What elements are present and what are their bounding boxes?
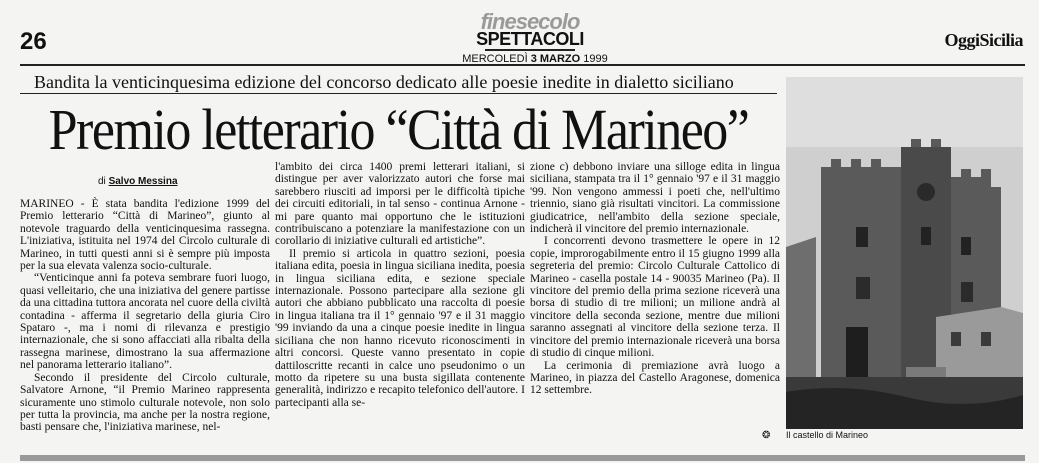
castle-illustration — [786, 77, 1023, 429]
section-title: SPETTACOLI — [476, 29, 584, 49]
date-day-month: 3 MARZO — [530, 53, 581, 65]
castle-photo — [786, 77, 1023, 429]
article-kicker: Bandita la venticinquesima edizione del concorso dedicato alle poesie inedite in dialetto siciliano — [34, 72, 734, 92]
paragraph: MARINEO - È stata bandita l'edizione 1999 del Premio letterario “Città di Marineo”, giunto al notevole traguardo della venticinquesima rassegna. L'iniziativa, istituita nel 1974 del Circolo culturale di Marineo, in tutti questi anni si è sempre più imposta per la sua elevata valenza socio-culturale. — [20, 198, 270, 273]
article-column-2 — [275, 161, 525, 409]
paragraph: l'ambito dei circa 1400 premi letterari italiani, si distingue per aver valorizzato autori che forse mai sarebbero riusciti ad imporsi per le difficoltà tipiche dei circuiti editoriali, in tal senso - continua Arnone - mi pare quanto mai opportuno che le istituzioni contribuiscano a potenziare la manifestazione con un corollario di iniziative culturali ed artistiche”. — [275, 161, 525, 248]
article-headline: Premio letterario “Città di Marineo” — [48, 98, 749, 163]
section-rule — [485, 49, 575, 51]
photo-caption: Il castello di Marineo — [786, 430, 869, 440]
paragraph: Secondo il presidente del Circolo culturale, Salvatore Arnone, “il Premio Marineo rappresenta sicuramente uno stimolo culturale notevole, non solo per tutta la provincia, ma anche per la nostra regione, basti pensare che, l'iniziativa marinese, nel- — [20, 371, 270, 434]
article-byline — [98, 176, 178, 187]
paragraph: La cerimonia di premiazione avrà luogo a Marineo, in piazza del Castello Aragonese, domenica 12 settembre. — [530, 359, 780, 397]
paragraph: “Venticinque anni fa poteva sembrare fuori luogo, quasi velleitario, che una iniziativa del genere partisse da una cittadina tuttora ancorata nel cuore della civiltà contadina - afferma il segretario della giuria Ciro Spataro -, ma i nomi di rilevanza e prestigio internazionale, che si sono affacciati alla ribalta della rassegna marinese, dimostrano la sua affermazione nel panorama letterario italiano”. — [20, 272, 270, 372]
page-number: 26 — [20, 28, 47, 55]
date-year: 1999 — [583, 53, 608, 65]
paragraph: zione c) debbono inviare una silloge edita in lingua siciliana, stampata tra il 1° gennaio '97 e il 31 maggio '99. Non vengono ammessi i poeti che, nell'ultimo triennio, siano già risultati vincitori. La commissione giudicatrice, nell'ambito della sezione speciale, indicherà il vincitore del premio internazionale. — [530, 161, 780, 236]
kicker-rule — [20, 93, 777, 94]
article-column-3 — [530, 161, 780, 397]
article-end-mark: ❂ — [762, 430, 771, 441]
header-rule — [20, 64, 1025, 66]
section-masthead: finesecolo — [480, 9, 580, 34]
paragraph: I concorrenti devono trasmettere le opere in 12 copie, improrogabilmente entro il 15 giugno 1999 alla segreteria del premio: Circolo Culturale Cattolico di Marineo - casella postale 14 - 90035 Marineo (Pa). Il vincitore del premio della prima sezione riceverà una borsa di studio di tre milioni; un milione andrà al vincitore della seconda sezione, mentre due milioni saranno assegnati al vincitore della sezione terza. Il vincitore del premio internazionale riceverà una borsa di studio di cinque milioni. — [530, 235, 780, 360]
newspaper-brand: OggiSicilia — [944, 30, 1023, 50]
byline-prefix: di — [98, 176, 106, 187]
section-header — [455, 9, 605, 51]
byline-author: Salvo Messina — [108, 176, 178, 187]
paragraph: Il premio si articola in quattro sezioni, poesia italiana edita, poesia in lingua siciliana inedita, poesia in lingua siciliana edita, e sezione speciale internazionale. Possono partecipare alla sezione gli autori che abbiano pubblicato una raccolta di poesie in lingua italiana tra il 1° gennaio '97 e il 31 maggio '99 inviando da una a cinque poesie inedite in lingua siciliana che non hanno ricevuto riconoscimenti in altri concorsi. Queste vanno presentato in copie dattiloscritte recanti in calce uno pseudonimo o un motto da ripetere su una busta sigillata contenente generalità, indirizzo e recapito telefonico dell'autore. I partecipanti alla se- — [275, 247, 525, 409]
date-weekday: MERCOLEDÌ — [462, 53, 528, 65]
bottom-rule — [20, 455, 1025, 461]
article-column-1 — [20, 198, 270, 434]
